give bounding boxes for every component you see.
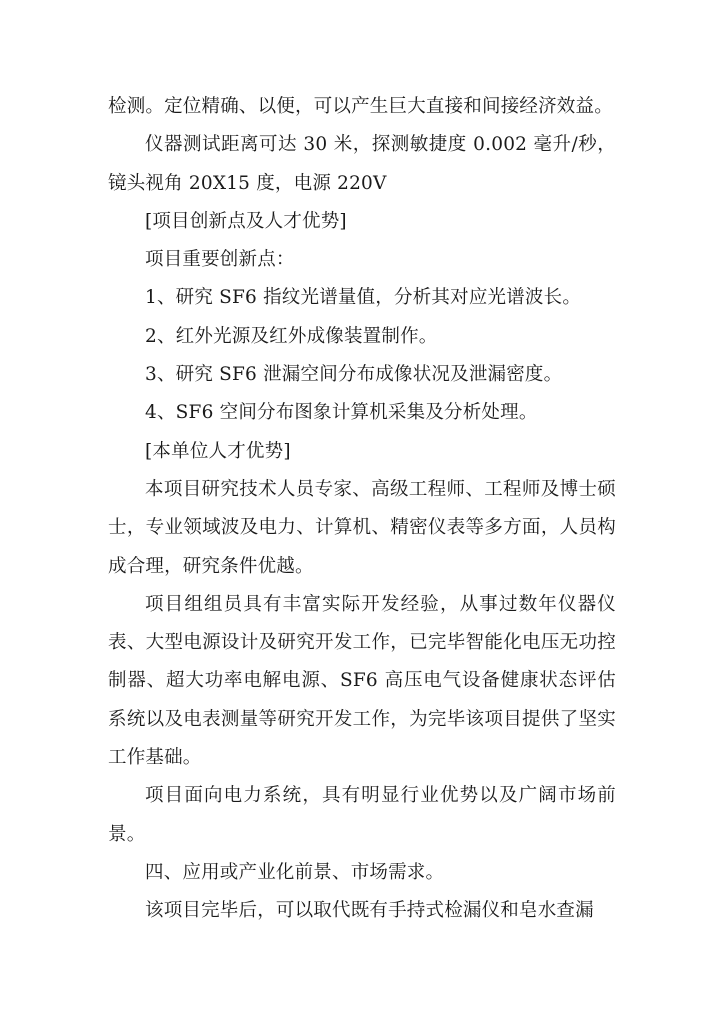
document-body <box>108 88 616 931</box>
section-heading-application: 四、应用或产业化前景、市场需求。 <box>145 861 445 883</box>
list-item-1: 1、研究 SF6 指纹光谱量值，分析其对应光谱波长。 <box>145 287 582 309</box>
paragraph-innovation-intro: 项目重要创新点： <box>145 249 295 271</box>
list-item-4: 4、SF6 空间分布图象计算机采集及分析处理。 <box>145 402 538 424</box>
list-item-3: 3、研究 SF6 泄漏空间分布成像状况及泄漏密度。 <box>145 364 563 386</box>
paragraph-application-intro: 该项目完毕后，可以取代既有手持式检漏仪和皂水查漏 <box>145 900 594 922</box>
section-heading-innovation: [项目创新点及人才优势] <box>145 210 347 232</box>
paragraph-continuation: 检测。定位精确、以便，可以产生巨大直接和间接经济效益。 <box>108 96 613 117</box>
paragraph-team-experience: 项目组组员具有丰富实际开发经验，从事过数年仪器仪表、大型电源设计及研究开发工作，已完毕智能化电压无功控制器、超大功率电解电源、SF6 高压电气设备健康状态评估系统以及电表测量等研究开发工作，为完毕该项目提供了坚实工作基础。 <box>108 593 616 769</box>
paragraph-instrument-specs: 仪器测试距离可达 30 米，探测敏捷度 0.002 毫升/秒，镜头视角 20X15 度，电源 220V <box>108 134 616 194</box>
paragraph-market-advantage: 项目面向电力系统，具有明显行业优势以及广阔市场前景。 <box>108 785 616 845</box>
list-item-2: 2、红外光源及红外成像装置制作。 <box>145 325 438 347</box>
section-heading-talent: [本单位人才优势] <box>145 440 291 462</box>
paragraph-team-composition: 本项目研究技术人员专家、高级工程师、工程师及博士硕士，专业领域波及电力、计算机、精密仪表等多方面，人员构成合理，研究条件优越。 <box>108 478 616 577</box>
